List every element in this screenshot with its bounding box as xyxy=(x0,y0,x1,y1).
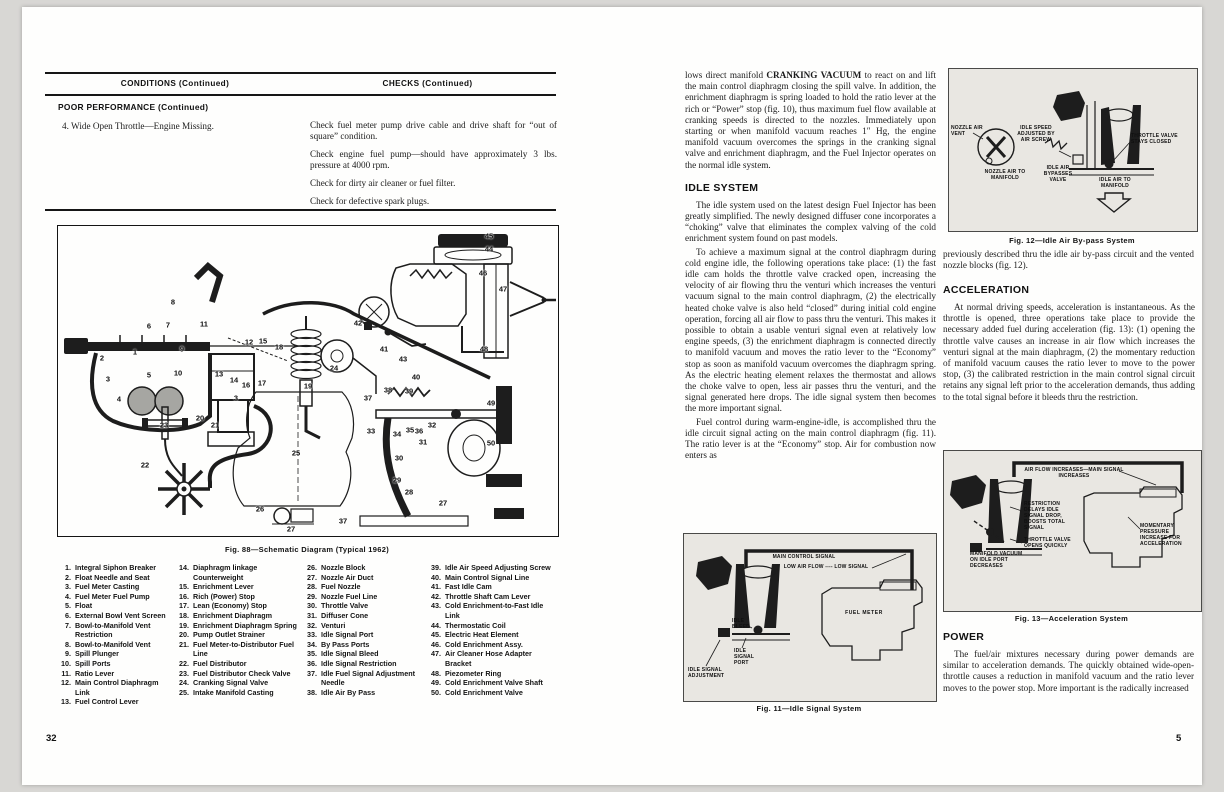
figure-13-panel xyxy=(943,450,1202,612)
table-top-rule xyxy=(45,72,556,74)
parts-list-item: 8. Bowl-to-Manifold Vent xyxy=(65,639,151,649)
paragraph-idle-3: Fuel control during warm-engine-idle, is accomplished thru the idle circuit signal acting on the main control diaphragm (fig. 11). The ratio lever is at the “Economy” stop. Air for combustion now enters as xyxy=(685,416,936,461)
fig88-callout-number: 14 xyxy=(229,375,239,385)
fig88-callout-number: 41 xyxy=(379,344,389,354)
parts-list-item: 1. Integral Siphon Breaker xyxy=(65,563,157,572)
parts-list-item: 15. Enrichment Lever xyxy=(179,582,254,592)
parts-list-item: 20. Pump Outlet Strainer xyxy=(179,630,265,640)
fig12-label-throttle-valve-stays: THROTTLE VALVE STAYS CLOSED xyxy=(1131,133,1178,145)
fig88-callout-number: 2 xyxy=(99,353,105,363)
fig11-label-idle-bleed: IDLE BLEED xyxy=(732,618,750,630)
parts-list-column xyxy=(175,563,303,707)
table-bottom-rule xyxy=(45,209,556,211)
parts-list-item: 48. Piezometer Ring xyxy=(431,668,502,678)
cranking-vacuum-bold: CRANKING VACUUM xyxy=(766,70,862,80)
paragraph-idle-1: The idle system used on the latest design Fuel Injector has been greatly simplified. The newly designed diffuser cone incorporates a “choking” valve that eliminates the complex valving of the cold enrichment system found on past models. xyxy=(685,199,936,244)
fig88-callout-number: 27 xyxy=(438,498,448,508)
parts-list-item: 9. Spill Plunger xyxy=(65,649,119,659)
paragraph-power: The fuel/air mixtures necessary during power demands are similar to acceleration demands. The quickly obtained wide-open-throttle causes a reduction in manifold vacuum and the ratio lever moves to the power stop. More important is the radically increased xyxy=(943,649,1194,693)
parts-list-item: 46. Cold Enrichment Assy. xyxy=(431,639,523,649)
table-header-checks: CHECKS (Continued) xyxy=(382,79,473,88)
parts-list-column xyxy=(303,563,427,707)
fig88-callout-number: 17 xyxy=(257,378,267,388)
fig88-callout-number: 37 xyxy=(363,393,373,403)
parts-list-item: 16. Rich (Power) Stop xyxy=(179,591,255,601)
fig88-callout-number: 12 xyxy=(244,337,254,347)
fig88-callout-number: 10 xyxy=(173,368,183,378)
fig88-callout-number: 35 xyxy=(405,425,415,435)
fig88-callout-number: 19 xyxy=(303,381,313,391)
fig88-callout-number: 11 xyxy=(200,319,208,329)
table-header-rule xyxy=(45,94,556,96)
fig88-callout-number: 28 xyxy=(404,487,414,497)
parts-list-item: 35. Idle Signal Bleed xyxy=(307,649,379,659)
right-page-left-column xyxy=(685,70,936,462)
fig88-callout-number: 23 xyxy=(159,420,169,430)
figure-11-panel xyxy=(683,533,937,702)
fig88-callout-number: 3 xyxy=(105,374,111,384)
parts-list-item: 12. Main Control Diaphragm Link xyxy=(61,678,159,697)
paragraph-bypass: previously described thru the idle air by-pass circuit and the vented nozzle blocks (fig. 12). xyxy=(943,249,1194,271)
parts-list-item: 40. Main Control Signal Line xyxy=(431,572,530,582)
fig88-callout-number: 25 xyxy=(291,448,301,458)
paragraph-idle-2: To achieve a maximum signal at the control diaphragm during cold engine idle, the following operations take place: (1) the fast idle cam holds the throttle valve cracked open, increasing the velocity of air flowing thru the venturi which increases the venturi vacuum signal to the main control diaphragm, (2) the electrically heated choke valve is also held “closed” during initial cold engine operation, forcing all air flow to pass thru the venturi. This makes it possible to obtain a usable venturi signal even at relatively low engine speeds, (3) the enrichment diaphragm is connected directly to manifold vacuum and moves the ratio lever to the “Economy” stop as soon as manifold vacuum overcomes the diaphragm spring. As the electric heating element relaxes the thermostat and allows the choke valve to open, less air passes thru the venturi, and the signal generated here drops. The idle signal system then becomes the more important signal. xyxy=(685,246,936,414)
fig11-label-low-air-flow: LOW AIR FLOW ---- LOW SIGNAL xyxy=(783,564,869,570)
fig88-callout-number: 44 xyxy=(484,244,494,254)
fig12-label-nozzle-air-vent: NOZZLE AIR VENT xyxy=(951,125,983,137)
condition-item: 4. Wide Open Throttle—Engine Missing. xyxy=(62,121,214,131)
fig88-callout-number: 38 xyxy=(383,385,393,395)
parts-list-item: 31. Diffuser Cone xyxy=(307,610,369,620)
fig12-line-art xyxy=(949,69,1197,231)
fig13-label-throttle-valve-opens: THROTTLE VALVE OPENS QUICKLY xyxy=(1024,537,1071,549)
parts-list-item: 29. Nozzle Fuel Line xyxy=(307,591,378,601)
fig88-callout-number: 6 xyxy=(146,321,152,331)
parts-list-item: 13. Fuel Control Lever xyxy=(61,697,139,707)
table-section-title: POOR PERFORMANCE (Continued) xyxy=(58,102,209,112)
check-item: Check for dirty air cleaner or fuel filter. xyxy=(310,177,456,188)
fig88-callout-number: 37 xyxy=(338,516,348,526)
fig11-caption: Fig. 11—Idle Signal System xyxy=(756,704,862,713)
checks-column xyxy=(310,120,557,213)
parts-list xyxy=(57,563,557,707)
parts-list-item: 2. Float Needle and Seat xyxy=(65,572,150,582)
fig88-callout-number: 46 xyxy=(478,268,488,278)
fig13-label-restriction: RESTRICTION DELAYS IDLE SIGNAL DROP, BOOSTS TOTAL SIGNAL xyxy=(1024,501,1066,531)
parts-list-item: 39. Idle Air Speed Adjusting Screw xyxy=(431,563,551,572)
acceleration-heading: ACCELERATION xyxy=(943,284,1030,296)
fig88-callout-number: 20 xyxy=(195,413,205,423)
fig88-callout-number: 39 xyxy=(404,386,414,396)
check-item: Check engine fuel pump—should have approximately 3 lbs. pressure at 4000 rpm. xyxy=(310,148,557,171)
fig88-callout-number: 29 xyxy=(392,475,402,485)
fig88-caption: Fig. 88—Schematic Diagram (Typical 1962) xyxy=(224,545,389,554)
right-page-number: 5 xyxy=(1176,733,1182,744)
parts-list-item: 28. Fuel Nozzle xyxy=(307,582,361,592)
fig12-label-nozzle-air-to-manifold: NOZZLE AIR TO MANIFOLD xyxy=(984,169,1026,181)
parts-list-item: 17. Lean (Economy) Stop xyxy=(179,601,267,611)
parts-list-item: 37. Idle Fuel Signal Adjustment Needle xyxy=(307,668,415,688)
fig88-callout-number: 43 xyxy=(398,354,408,364)
parts-list-item: 32. Venturi xyxy=(307,620,346,630)
fig88-callout-number: 8 xyxy=(170,297,176,307)
parts-list-column xyxy=(427,563,557,707)
parts-list-item: 43. Cold Enrichment-to-Fast Idle Link xyxy=(431,601,544,620)
parts-list-item: 5. Float xyxy=(65,601,93,611)
fig88-callout-number: 13 xyxy=(214,369,224,379)
fig88-callout-number: 15 xyxy=(258,336,268,346)
paragraph-acceleration: At normal driving speeds, acceleration is instantaneous. As the throttle is opened, three operations take place to provide the necessary added fuel during acceleration (fig. 13): (1) opening the throttle valve causes an increase in air flow which increases the venturi signal at the main diaphragm, (2) the momentary reduction of manifold vacuum causes the ratio lever to move to the power stop, (3) the calibrated restriction in the main control signal circuit retains any signal left prior to the acceleration demands, thus adding to the total signal before it bleeds thru the restriction. xyxy=(943,302,1195,402)
fig88-callout-number: 7 xyxy=(165,320,171,330)
fig11-label-fuel-meter: FUEL METER xyxy=(845,610,883,616)
parts-list-item: 30. Throttle Valve xyxy=(307,601,369,611)
fig88-callout-number: 49 xyxy=(486,398,496,408)
parts-list-item: 4. Fuel Meter Fuel Pump xyxy=(65,591,150,601)
paragraph-cranking-vacuum xyxy=(685,70,936,171)
fig11-label-idle-signal-adjustment: IDLE SIGNAL ADJUSTMENT xyxy=(688,667,725,679)
check-item: Check for defective spark plugs. xyxy=(310,195,430,206)
fig88-callout-number: 30 xyxy=(394,453,404,463)
fig88-callout-number: 36 xyxy=(414,426,424,436)
fig88-callout-number: 45 xyxy=(484,231,494,241)
left-page-number: 32 xyxy=(46,733,57,744)
fig88-callout-number: 31 xyxy=(418,437,428,447)
fig88-callout-number: 4 xyxy=(116,394,122,404)
parts-list-item: 27. Nozzle Air Duct xyxy=(307,572,374,582)
fig88-callout-number: 3 xyxy=(233,393,239,403)
fig12-label-idle-air-to-manifold: IDLE AIR TO MANIFOLD xyxy=(1099,177,1131,189)
parts-list-item: 34. By Pass Ports xyxy=(307,639,370,649)
fig88-callout-number: 22 xyxy=(140,460,150,470)
parts-list-item: 11. Ratio Lever xyxy=(61,668,115,678)
paragraph-text: to react on and lift the main control diaphragm closing the spill valve. In addition, the enrichment diaphragm is spring loaded to hold the ratio lever at the rich or “Power” stop (fig. 10), thus maximum fuel flow available at cranking speeds is directed to the nozzles. Immediately upon starting or when manifold vacuum reaches 1″ Hg, the engine manifold vacuum overcomes the springs in the cranking signal valve and enrichment diaphragm, and the Fuel Injector operates on the normal idle system. xyxy=(685,70,936,170)
paragraph-text: lows direct manifold xyxy=(685,70,767,80)
fig13-label-air-flow: AIR FLOW INCREASES—MAIN SIGNAL INCREASES xyxy=(1024,467,1124,479)
parts-list-item: 22. Fuel Distributor xyxy=(179,658,247,668)
parts-list-item: 21. Fuel Meter-to-Distributor Fuel Line xyxy=(179,639,295,659)
parts-list-item: 18. Enrichment Diaphragm xyxy=(179,610,273,620)
parts-list-item: 14. Diaphragm linkage Counterweight xyxy=(179,563,258,582)
parts-list-item: 19. Enrichment Diaphragm Spring xyxy=(179,620,297,630)
idle-system-heading: IDLE SYSTEM xyxy=(685,181,759,194)
fig88-callout-number: 5 xyxy=(146,370,152,380)
fig88-callout-number: 1 xyxy=(132,347,138,357)
parts-list-item: 24. Cranking Signal Valve xyxy=(179,678,269,688)
fig11-label-idle-signal-port: IDLE SIGNAL PORT xyxy=(734,648,754,666)
fig88-callout-number: 21 xyxy=(210,420,220,430)
power-heading: POWER xyxy=(943,631,985,643)
parts-list-item: 6. External Bowl Vent Screen xyxy=(65,610,166,620)
fig88-callout-number: 32 xyxy=(427,420,437,430)
parts-list-item: 50. Cold Enrichment Valve xyxy=(431,687,523,697)
table-header-conditions: CONDITIONS (Continued) xyxy=(120,79,230,88)
parts-list-item: 45. Electric Heat Element xyxy=(431,630,519,640)
parts-list-item: 41. Fast Idle Cam xyxy=(431,582,492,592)
figure-88-panel xyxy=(57,225,559,537)
parts-list-item: 36. Idle Signal Restriction xyxy=(307,658,397,668)
fig88-callout-number: 27 xyxy=(286,524,296,534)
parts-list-item: 42. Throttle Shaft Cam Lever xyxy=(431,591,531,601)
fig12-label-idle-speed-adjusted: IDLE SPEED ADJUSTED BY AIR SCREW xyxy=(1017,125,1055,143)
fig88-callout-number: 34 xyxy=(392,429,402,439)
fig88-callout-number: 48 xyxy=(479,344,489,354)
fig88-callout-number: 9 xyxy=(179,344,185,354)
fig12-caption: Fig. 12—Idle Air By-pass System xyxy=(1009,236,1135,245)
fig88-callout-number: 18 xyxy=(274,342,284,352)
parts-list-item: 7. Bowl-to-Manifold Vent Restriction xyxy=(65,620,151,640)
parts-list-item: 23. Fuel Distributor Check Valve xyxy=(179,668,291,678)
fig88-callout-number: 24 xyxy=(329,363,339,373)
fig88-callout-number: 26 xyxy=(255,504,265,514)
parts-list-item: 38. Idle Air By Pass xyxy=(307,687,376,697)
parts-list-item: 10. Spill Ports xyxy=(61,658,111,668)
parts-list-item: 47. Air Cleaner Hose Adapter Bracket xyxy=(431,649,532,668)
parts-list-item: 3. Fuel Meter Casting xyxy=(65,582,140,592)
fig13-label-momentary: MOMENTARY PRESSURE INCREASE FOR ACCELERATION xyxy=(1140,523,1182,547)
parts-list-item: 33. Idle Signal Port xyxy=(307,630,374,640)
parts-list-item: 44. Thermostatic Coil xyxy=(431,620,506,630)
check-item: Check fuel meter pump drive cable and drive shaft for “out of square” condition. xyxy=(310,120,557,142)
parts-list-column xyxy=(57,563,175,707)
fig12-label-idle-air-bypasses: IDLE AIR BYPASSES VALVE xyxy=(1043,165,1073,183)
fig13-caption: Fig. 13—Acceleration System xyxy=(1014,614,1129,623)
parts-list-item: 25. Intake Manifold Casting xyxy=(179,687,274,697)
fig13-label-manifold-vacuum: MANIFOLD VACUUM ON IDLE PORT DECREASES xyxy=(970,551,1023,569)
fig88-callout-number: 50 xyxy=(486,438,496,448)
fig88-callout-number: 33 xyxy=(366,426,376,436)
fig88-callout-number: 16 xyxy=(241,380,251,390)
figure-12-panel xyxy=(948,68,1198,232)
fig11-label-main-control-signal: MAIN CONTROL SIGNAL xyxy=(772,554,836,560)
fig88-callout-number: 47 xyxy=(498,284,508,294)
fig88-callout-number: 42 xyxy=(353,318,363,328)
parts-list-item: 49. Cold Enrichment Valve Shaft xyxy=(431,678,543,688)
fig88-callout-number: 40 xyxy=(411,372,421,382)
parts-list-item: 26. Nozzle Block xyxy=(307,563,366,572)
